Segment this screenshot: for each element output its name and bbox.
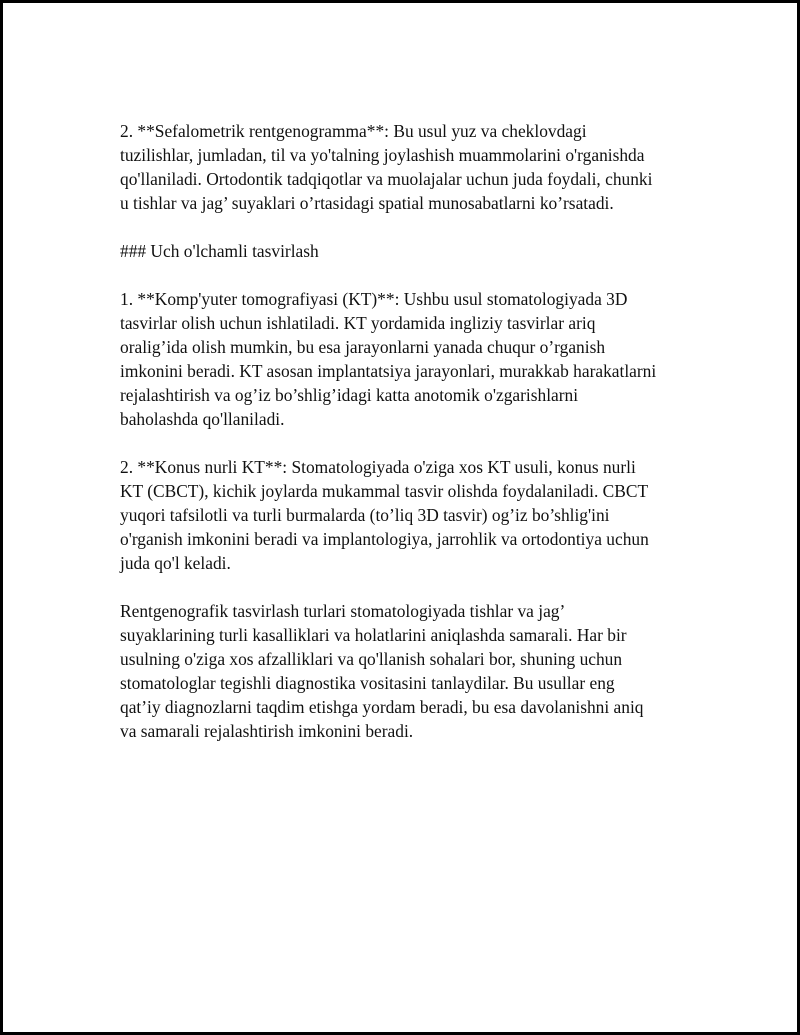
paragraph-cone-beam-ct: 2. **Konus nurli KT**: Stomatologiyada o'ziga xos KT usuli, konus nurli KT (CBCT), kichik joylarda mukammal tasvir olishda foydalaniladi. CBCT yuqori tafsilotli va turli burmalarda (to’liq 3D tasvir) og’iz bo’shlig'ini o'rganish imkonini beradi va implantologiya, jarrohlik va ortodontiya uchun juda qo'l keladi. xyxy=(120,457,649,573)
section-heading-3d-imaging: ### Uch o'lchamli tasvirlash xyxy=(120,241,319,261)
paragraph-computed-tomography: 1. **Komp'yuter tomografiyasi (KT)**: Ushbu usul stomatologiyada 3D tasvirlar olish uchun ishlatiladi. KT yordamida ingliziy tasvirlar ariq oralig’ida olish mumkin, bu esa jarayonlarni yanada chuqur o’rganish imkonini beradi. KT asosan implantatsiya jarayonlari, murakkab harakatlarni rejalashtirish va og’iz bo’shlig’idagi katta anotomik o'zgarishlarni baholashda qo'llaniladi. xyxy=(120,289,657,429)
document-body xyxy=(120,119,695,743)
paragraph-conclusion: Rentgenografik tasvirlash turlari stomatologiyada tishlar va jag’ suyaklarining turli kasalliklari va holatlarini aniqlashda samarali. Har bir usulning o'ziga xos afzalliklari va qo'llanish sohalari bor, shuning uchun stomatologlar tegishli diagnostika vositasini tanlaydilar. Bu usullar eng qat’iy diagnozlarni taqdim etishga yordam beradi, bu esa davolanishni aniq va samarali rejalashtirish imkonini beradi. xyxy=(120,601,644,741)
paragraph-cephalometric: 2. **Sefalometrik rentgenogramma**: Bu usul yuz va cheklovdagi tuzilishlar, jumladan, til va yo'talning joylashish muammolarini o'rganishda qo'llaniladi. Ortodontik tadqiqotlar va muolajalar uchun juda foydali, chunki u tishlar va jag’ suyaklari o’rtasidagi spatial munosabatlarni ko’rsatadi. xyxy=(120,121,653,213)
